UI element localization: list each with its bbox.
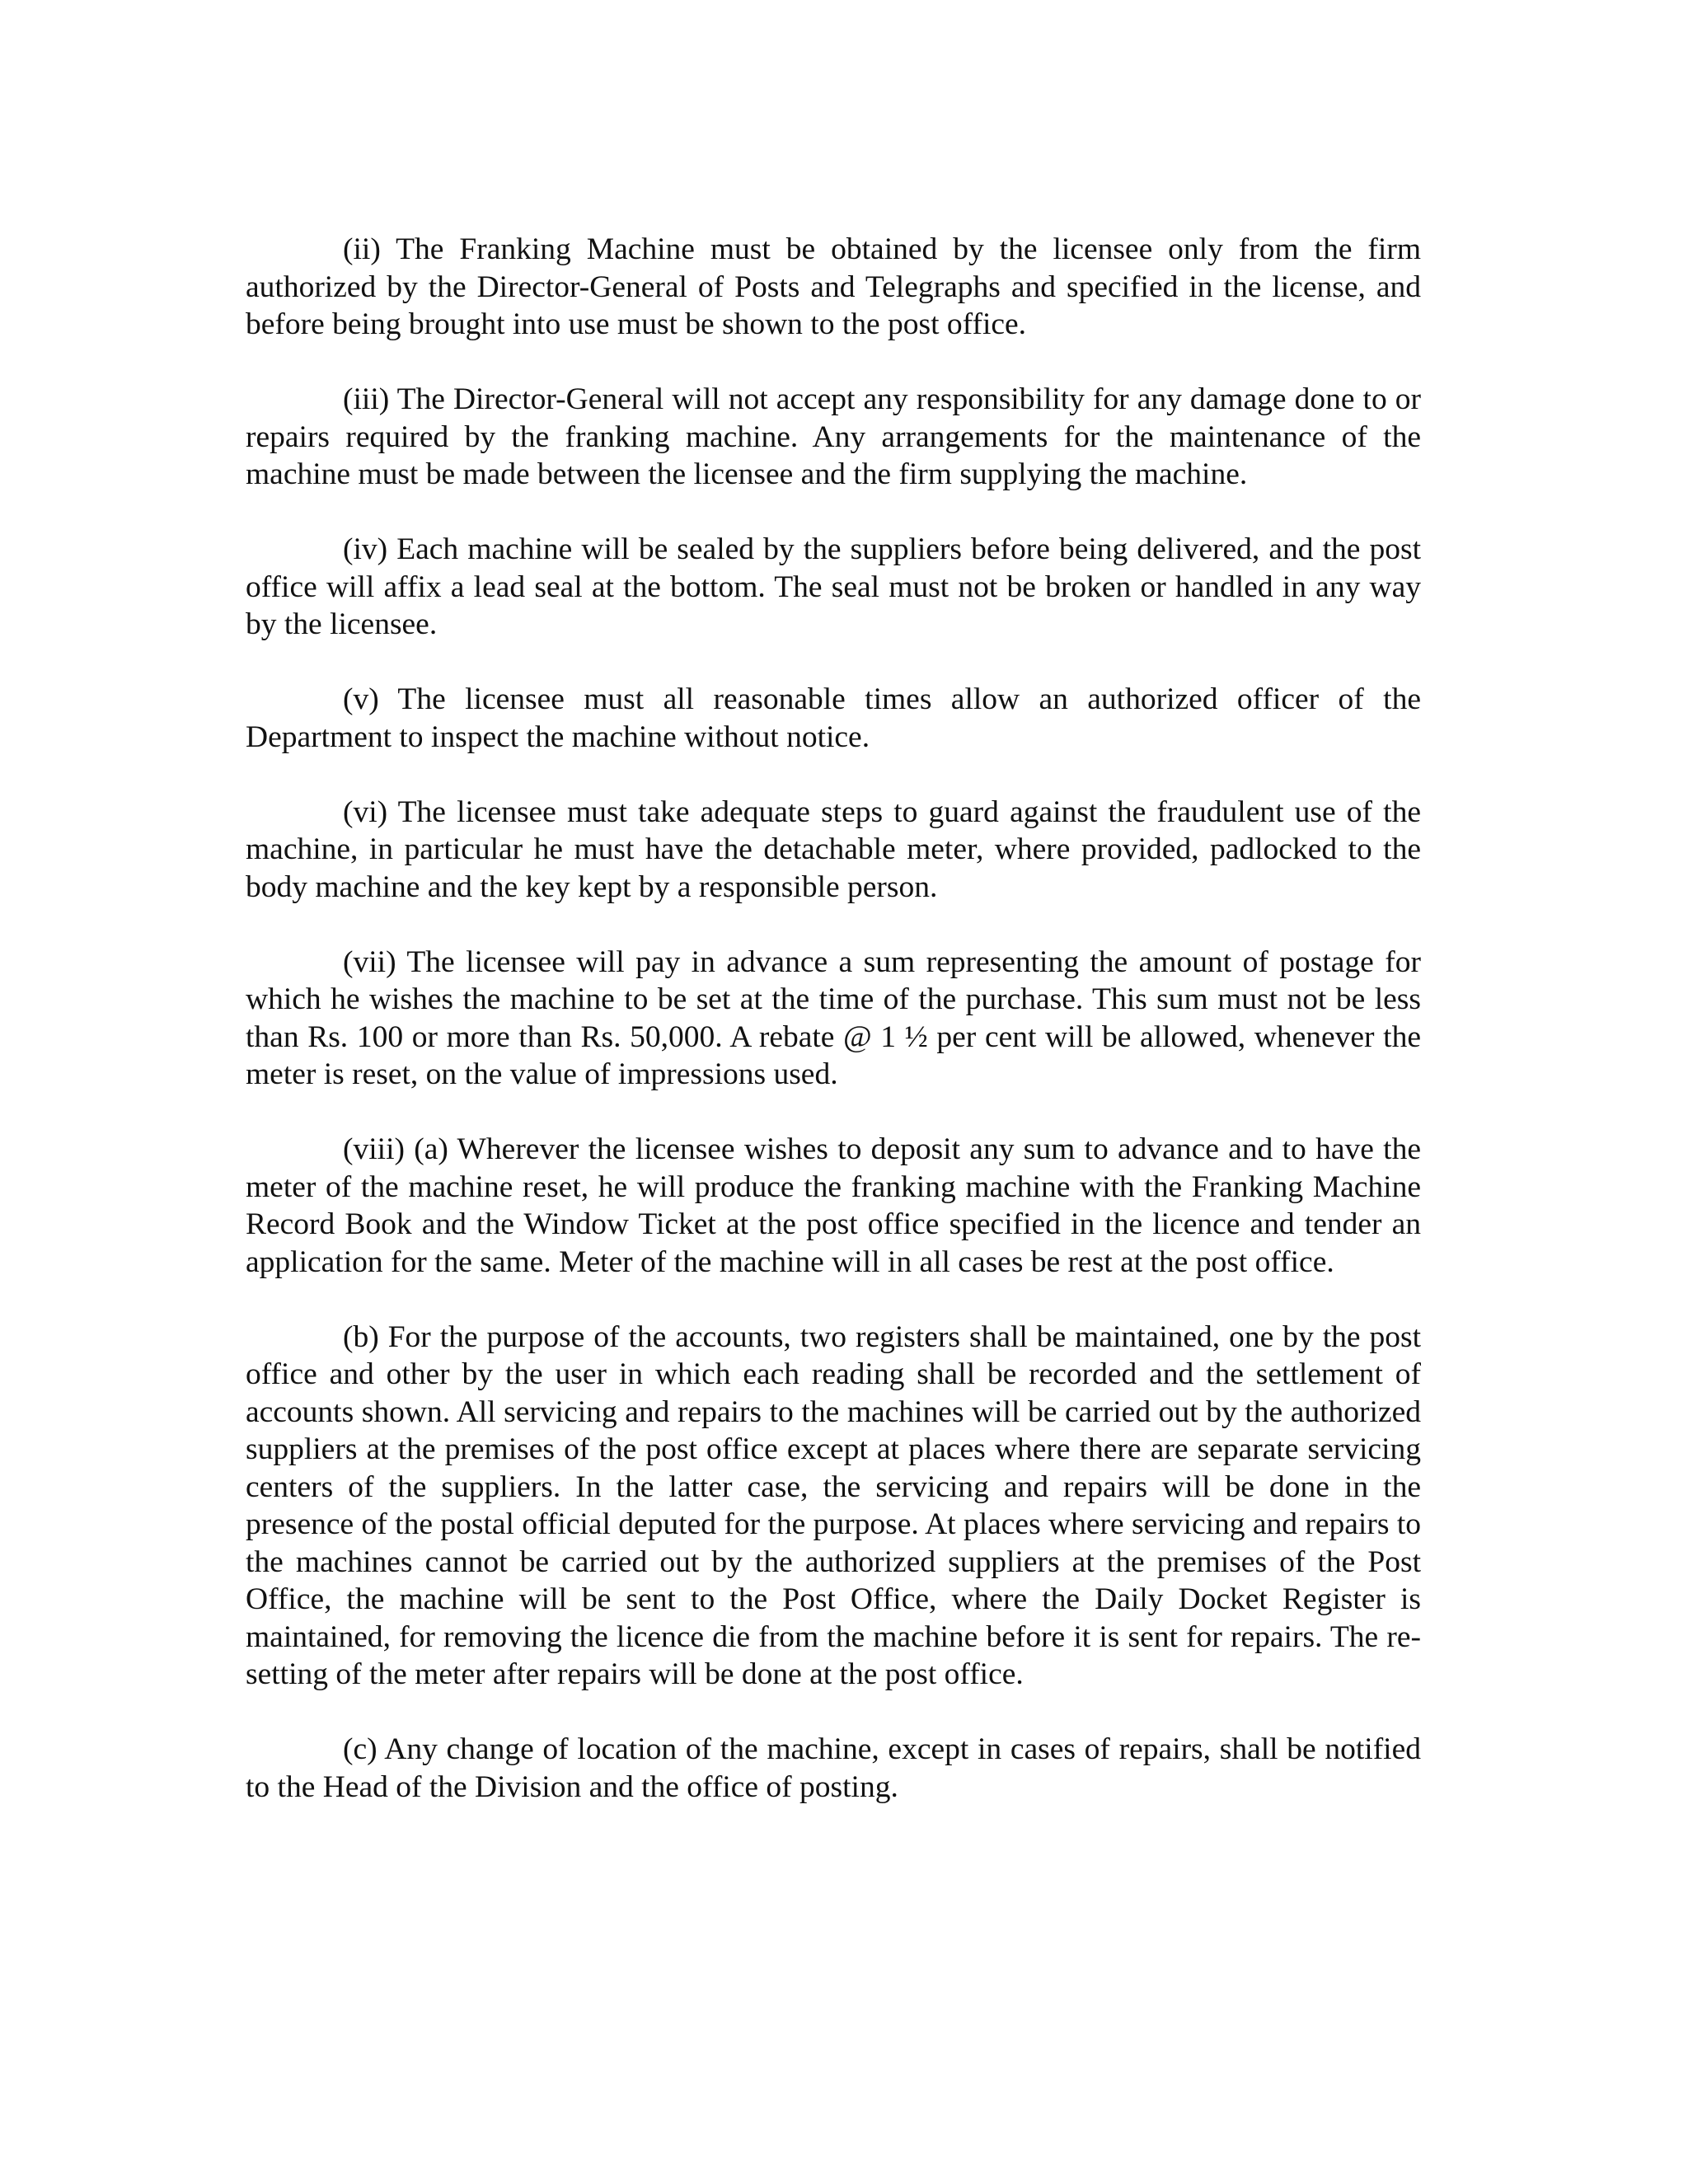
paragraph-vi: (vi) The licensee must take adequate steps to guard against the fraudulent use of the machine, in particular he must have the detachable meter, where provided, padlocked to the body machine and the key kept by a responsible person. [246, 794, 1421, 904]
paragraph-ii: (ii) The Franking Machine must be obtained by the licensee only from the firm authorized by the Director-General of Posts and Telegraphs and specified in the license, and before being brought into use must be shown to the post office. [246, 232, 1421, 341]
document-page [246, 231, 1421, 1844]
paragraph-viii-a: (viii) (a) Wherever the licensee wishes to deposit any sum to advance and to have the meter of the machine reset, he will produce the franking machine with the Franking Machine Record Book and the Window Ticket at the post office specified in the licence and tender an application for the same. Meter of the machine will in all cases be rest at the post office. [246, 1132, 1421, 1279]
paragraph-iv: (iv) Each machine will be sealed by the suppliers before being delivered, and the post office will affix a lead seal at the bottom. The seal must not be broken or handled in any way by the licensee. [246, 532, 1421, 641]
paragraph-iii: (iii) The Director-General will not accept any responsibility for any damage done to or repairs required by the franking machine. Any arrangements for the maintenance of the machine must be made between the licensee and the firm supplying the machine. [246, 382, 1421, 491]
paragraph-viii-c: (c) Any change of location of the machine, except in cases of repairs, shall be notified to the Head of the Division and the office of posting. [246, 1732, 1421, 1804]
paragraph-v: (v) The licensee must all reasonable times allow an authorized officer of the Department to inspect the machine without notice. [246, 682, 1421, 754]
paragraph-viii-b: (b) For the purpose of the accounts, two registers shall be maintained, one by the post office and other by the user in which each reading shall be recorded and the settlement of accounts shown. All servicing and repairs to the machines will be carried out by the authorized suppliers at the premises of the post office except at places where there are separate servicing centers of the suppliers. In the latter case, the servicing and repairs will be done in the presence of the postal official deputed for the purpose. At places where servicing and repairs to the machines cannot be carried out by the authorized suppliers at the premises of the Post Office, the machine will be sent to the Post Office, where the Daily Docket Register is maintained, for removing the licence die from the machine before it is sent for repairs. The re-setting of the meter after repairs will be done at the post office. [246, 1319, 1421, 1691]
paragraph-vii: (vii) The licensee will pay in advance a sum representing the amount of postage for which he wishes the machine to be set at the time of the purchase. This sum must not be less than Rs. 100 or more than Rs. 50,000. A rebate @ 1 ½ per cent will be allowed, whenever the meter is reset, on the value of impressions used. [246, 944, 1421, 1091]
